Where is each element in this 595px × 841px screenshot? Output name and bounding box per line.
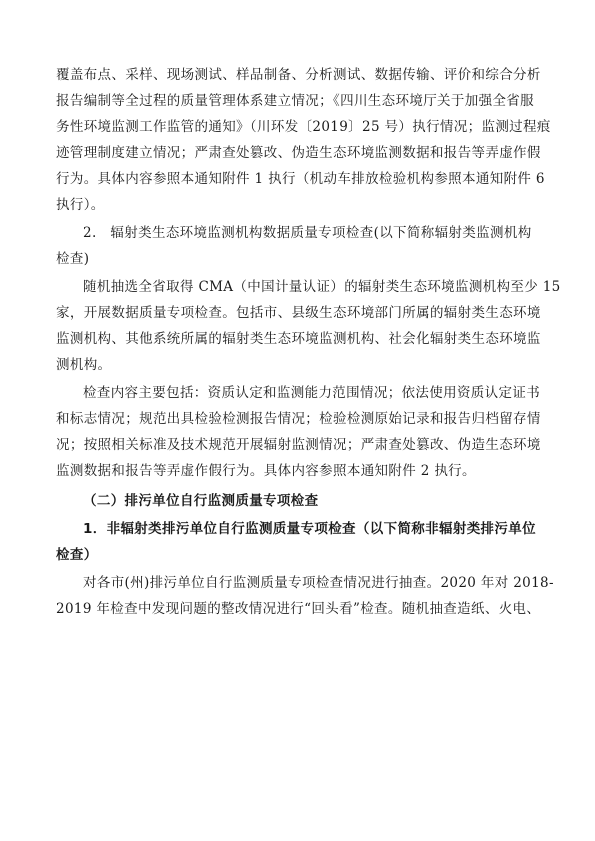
document-page xyxy=(56,62,561,622)
text-line: 随机抽选全省取得 CMA（中国计量认证）的辐射类生态环境监测机构至少 15 xyxy=(83,279,561,295)
text-line: 报告编制等全过程的质量管理体系建立情况；《四川生态环境厅关于加强全省服 xyxy=(56,93,534,109)
text-line: 测机构。 xyxy=(56,357,112,373)
text-line: 覆盖布点、采样、现场测试、样品制备、分析测试、数据传输、评价和综合分析 xyxy=(56,67,541,83)
text-line: 迹管理制度建立情况；严肃查处篡改、伪造生态环境监测数据和报告等弄虚作假 xyxy=(56,145,541,161)
text-line: 监测数据和报告等弄虚作假行为。具体内容参照本通知附件 2 执行。 xyxy=(56,463,476,479)
text-line: 和标志情况；规范出具检验检测报告情况；检验检测原始记录和报告归档留存情 xyxy=(56,411,541,427)
text-line: 检查内容主要包括：资质认定和监测能力范围情况；依法使用资质认定证书 xyxy=(83,385,541,401)
text-line: 2019 年检查中发现问题的整改情况进行“回头看”检查。随机抽查造纸、火电、 xyxy=(56,601,541,617)
text-line: 务性环境监测工作监管的通知》（川环发〔2019〕25 号）执行情况；监测过程痕 xyxy=(56,119,551,135)
paragraph-1 xyxy=(56,62,551,218)
heading-radiation-institution-check xyxy=(56,220,546,272)
text-line: 1．非辐射类排污单位自行监测质量专项检查（以下简称非辐射类排污单位 xyxy=(83,521,536,537)
paragraph-4 xyxy=(56,570,554,622)
section-heading-pollutant-unit-check: （二）排污单位自行监测质量专项检查 xyxy=(83,493,319,509)
heading-non-radiation-unit-check xyxy=(56,516,546,568)
text-line: 监测机构、其他系统所属的辐射类生态环境监测机构、社会化辐射类生态环境监 xyxy=(56,331,541,347)
text-line: 况；按照相关标准及技术规范开展辐射监测情况；严肃查处篡改、伪造生态环境 xyxy=(56,437,541,453)
text-line: 家，开展数据质量专项检查。包括市、县级生态环境部门所属的辐射类生态环境 xyxy=(56,305,541,321)
text-line: 检查) xyxy=(56,251,90,267)
text-line: 执行）。 xyxy=(56,197,105,213)
paragraph-2 xyxy=(56,274,561,378)
paragraph-3 xyxy=(56,380,546,484)
text-line: 检查） xyxy=(56,547,98,563)
text-line: 2. 辐射类生态环境监测机构数据质量专项检查(以下简称辐射类监测机构 xyxy=(83,225,532,241)
text-line: 行为。具体内容参照本通知附件 1 执行（机动车排放检验机构参照本通知附件 6 xyxy=(56,171,545,187)
text-line: 对各市(州)排污单位自行监测质量专项检查情况进行抽查。2020 年对 2018- xyxy=(83,575,554,591)
